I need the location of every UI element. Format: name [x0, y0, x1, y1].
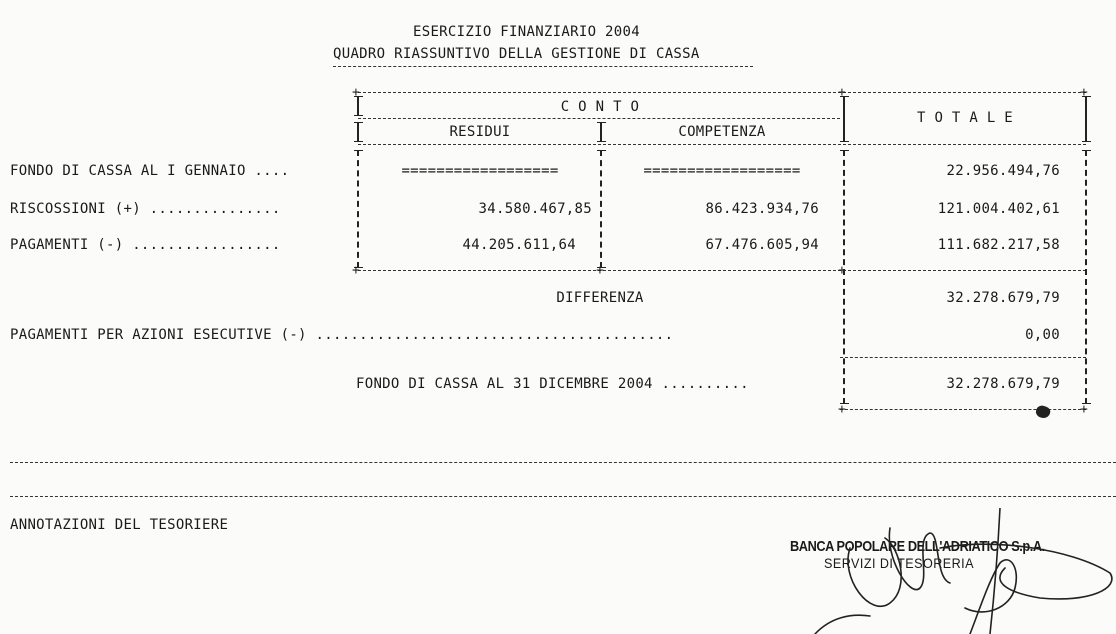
vline-left-2: [357, 122, 359, 142]
fondo-finale-label: FONDO DI CASSA AL 31 DICEMBRE 2004 ..........: [356, 376, 749, 392]
annotazioni-label: ANNOTAZIONI DEL TESORIERE: [10, 517, 229, 533]
col-header-residui: RESIDUI: [449, 124, 511, 140]
separator-line-2: [10, 496, 1116, 497]
row-totale: 22.956.494,76: [946, 163, 1060, 179]
stamp-service: SERVIZI DI TESORERIA: [824, 555, 974, 571]
corner-plus: +: [596, 263, 604, 278]
differenza-value: 32.278.679,79: [946, 290, 1060, 306]
document-subtitle: QUADRO RIASSUNTIVO DELLA GESTIONE DI CASSA: [333, 46, 700, 62]
row-label: FONDO DI CASSA AL I GENNAIO ....: [10, 163, 290, 179]
corner-plus: +: [838, 263, 846, 278]
row-totale: 111.682.217,58: [937, 237, 1060, 253]
col-header-conto: C O N T O: [560, 99, 640, 115]
azioni-value: 0,00: [1025, 327, 1060, 343]
corner-plus: +: [838, 402, 846, 417]
vline-edge-body: [1085, 150, 1087, 404]
header-bottom-border: [358, 144, 1086, 145]
row-totale: 121.004.402,61: [937, 201, 1060, 217]
vline-right-head: [843, 96, 845, 142]
corner-plus: +: [1080, 402, 1088, 417]
row-label: RISCOSSIONI (+) ...............: [10, 201, 281, 217]
row-competenza: 67.476.605,94: [705, 237, 819, 253]
corner-plus: +: [1080, 85, 1088, 100]
vline-mid-body: [600, 150, 602, 268]
document-title: ESERCIZIO FINANZIARIO 2004: [413, 24, 640, 40]
body-bottom-border: [358, 270, 1086, 271]
corner-plus: +: [352, 263, 360, 278]
corner-plus: +: [838, 85, 846, 100]
azioni-label: PAGAMENTI PER AZIONI ESECUTIVE (-) .........................................: [10, 327, 674, 343]
separator-line-1: [10, 462, 1116, 463]
row-competenza: 86.423.934,76: [705, 201, 819, 217]
signature-mark: [790, 508, 1116, 634]
row-residui: ==================: [401, 163, 559, 179]
ink-blot: [1034, 404, 1051, 420]
row-residui: 34.580.467,85: [478, 201, 592, 217]
col-header-competenza: COMPETENZA: [678, 124, 766, 140]
subtitle-underline: [333, 66, 753, 67]
row-competenza: ==================: [643, 163, 801, 179]
vline-mid-1: [600, 122, 602, 142]
corner-plus: +: [352, 85, 360, 100]
vline-left-body: [357, 150, 359, 268]
stamp-bank-name: BANCA POPOLARE DELL'ADRIATICO S.p.A.: [790, 538, 1045, 555]
conto-divider: [358, 118, 840, 119]
totale-divider: [840, 357, 1086, 358]
differenza-label: DIFFERENZA: [556, 290, 644, 306]
vline-edge-head: [1085, 96, 1087, 142]
table-top-border: [358, 92, 1086, 93]
fondo-finale-value: 32.278.679,79: [946, 376, 1060, 392]
col-header-totale: T O T A L E: [916, 110, 1014, 126]
row-residui: 44.205.611,64: [462, 237, 576, 253]
row-label: PAGAMENTI (-) .................: [10, 237, 281, 253]
